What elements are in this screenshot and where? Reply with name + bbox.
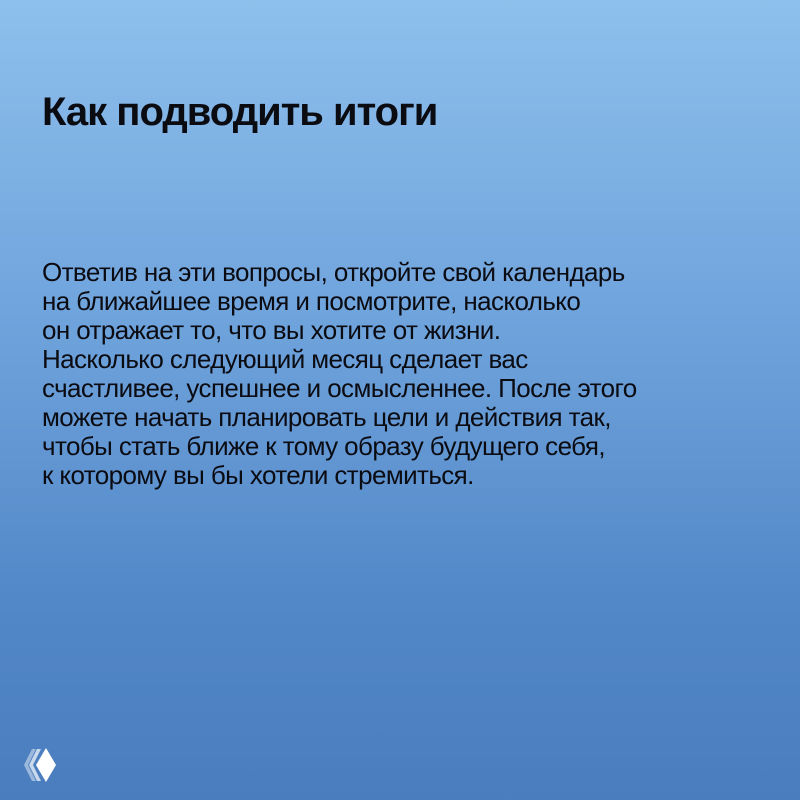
body-line: счастливее, успешнее и осмысленнее. После этого [42, 373, 637, 403]
body-line: на ближайшее время и посмотрите, насколько [42, 286, 581, 316]
diamond-logo-icon [22, 745, 58, 785]
body-line: к которому вы бы хотели стремиться. [42, 460, 474, 490]
body-line: он отражает то, что вы хотите от жизни. [42, 315, 501, 345]
body-line: Насколько следующий месяц сделает вас [42, 344, 528, 374]
body-line: Ответив на эти вопросы, откройте свой календарь [42, 257, 625, 287]
body-text [42, 258, 637, 490]
body-line: чтобы стать ближе к тому образу будущего себя, [42, 431, 605, 461]
page-title: Как подводить итоги [42, 90, 438, 134]
body-line: можете начать планировать цели и действия так, [42, 402, 611, 432]
